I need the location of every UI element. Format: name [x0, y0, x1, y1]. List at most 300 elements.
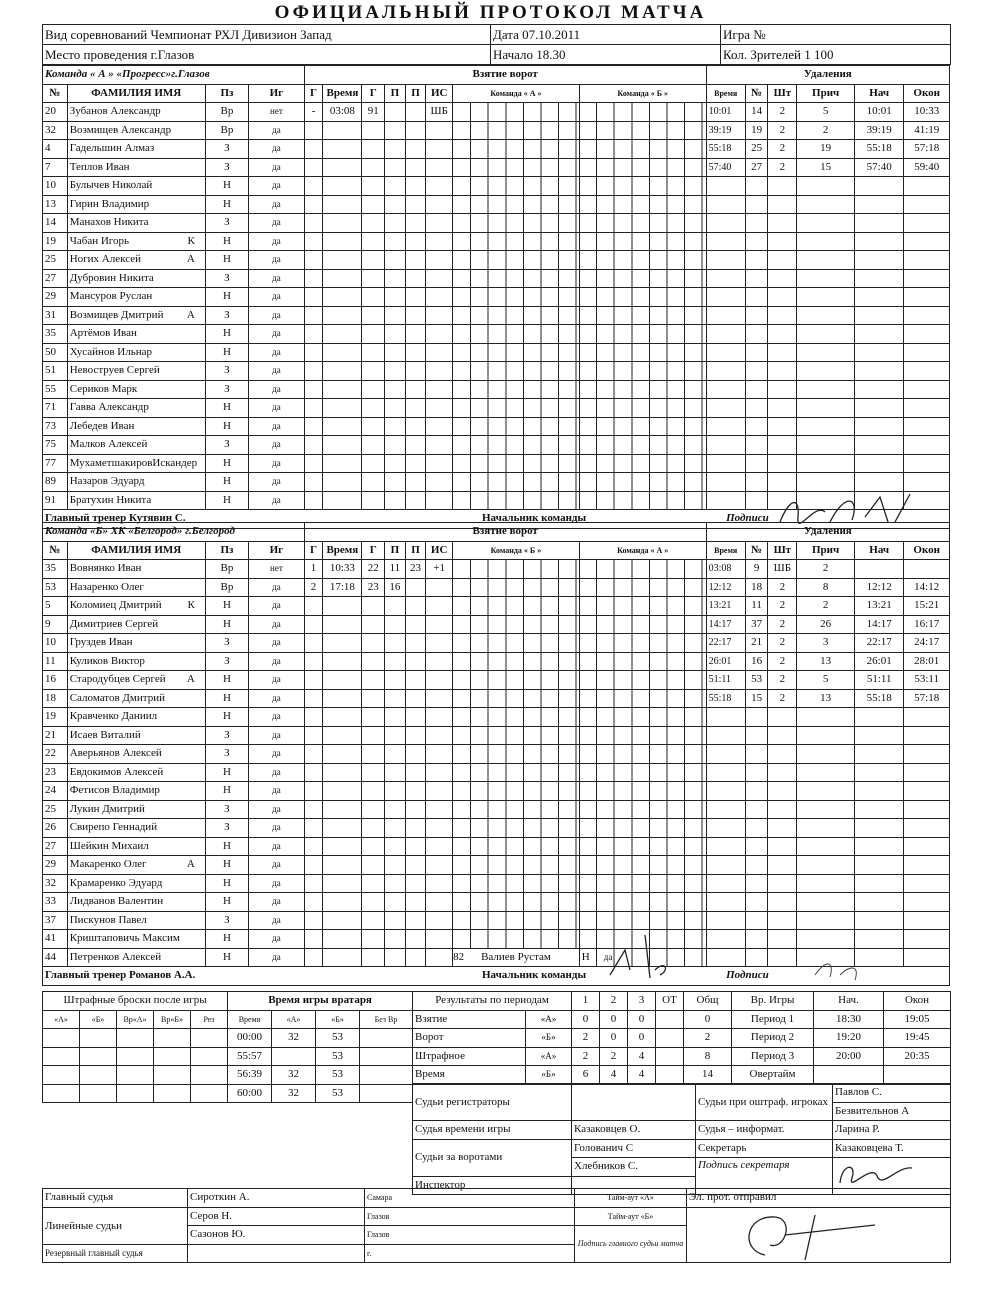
player-name-cell — [67, 597, 205, 616]
timeout-b: Тайм-аут «Б» — [575, 1207, 687, 1226]
goal-number — [304, 819, 323, 838]
goal-scorer — [362, 380, 385, 399]
penalty-minutes: 2 — [768, 597, 797, 616]
team-a-signature — [770, 492, 940, 534]
player-name: Возмищев Александр — [69, 123, 172, 136]
player-name: Гавва Александр — [69, 401, 149, 414]
player-row — [43, 856, 950, 875]
penalty-start — [854, 874, 903, 893]
goal-scorer — [362, 158, 385, 177]
player-played: да — [249, 491, 305, 510]
player-position: Н — [205, 874, 248, 893]
goal-scorer — [362, 911, 385, 930]
penalty-player — [745, 306, 768, 325]
line-cell-opp — [579, 911, 706, 930]
player-name-cell — [67, 911, 205, 930]
header-info-table — [42, 24, 951, 65]
line-cell-opp — [579, 819, 706, 838]
main-judge-city: Самара — [365, 1189, 575, 1208]
team-a-table — [42, 65, 950, 529]
player-number: 32 — [43, 874, 68, 893]
goal-assist-2 — [405, 745, 426, 764]
goal-scorer — [362, 121, 385, 140]
player-name: Зубанов Александр — [69, 105, 161, 118]
penalty-start: 14:17 — [854, 615, 903, 634]
player-row — [43, 399, 950, 418]
player-played: да — [249, 269, 305, 288]
goal-number — [304, 325, 323, 344]
player-role-tag: А — [186, 253, 195, 266]
penalty-minutes — [768, 930, 797, 949]
player-name: Фетисов Владимир — [69, 784, 160, 797]
goal-time — [323, 343, 362, 362]
line-cell-opp — [579, 325, 706, 344]
goal-number — [304, 671, 323, 690]
player-name-cell — [67, 708, 205, 727]
player-position: Н — [205, 671, 248, 690]
goal-scorer — [362, 708, 385, 727]
goal-number — [304, 634, 323, 653]
player-played: да — [249, 158, 305, 177]
penalty-player — [745, 177, 768, 196]
player-number: 33 — [43, 893, 68, 912]
goal-number: 2 — [304, 578, 323, 597]
player-name-cell — [67, 232, 205, 251]
player-number: 51 — [43, 362, 68, 381]
player-name-cell — [67, 491, 205, 510]
line-cell-opp — [579, 417, 706, 436]
team-a-coach: Главный тренер Кутявин С. — [43, 510, 362, 529]
penalty-minutes: 2 — [768, 652, 797, 671]
penalty-reason — [797, 417, 855, 436]
player-row — [43, 454, 950, 473]
goal-assist-1 — [385, 140, 406, 159]
goal-assist-1 — [385, 893, 406, 912]
penalty-time — [706, 269, 745, 288]
goal-assist-1 — [385, 103, 406, 122]
penalty-reason: 13 — [797, 689, 855, 708]
penalty-start — [854, 893, 903, 912]
penalty-start — [854, 782, 903, 801]
player-number: 27 — [43, 269, 68, 288]
goal-situation — [426, 158, 453, 177]
penalty-minutes: 2 — [768, 671, 797, 690]
goal-time — [323, 362, 362, 381]
penalty-end — [904, 911, 950, 930]
period-value: 2 — [684, 1029, 732, 1048]
competition: Вид соревнований Чемпионат РХЛ Дивизион Запад — [43, 25, 491, 45]
penalty-player — [745, 874, 768, 893]
player-number: 21 — [43, 726, 68, 745]
player-name: Гадельшин Алмаз — [69, 142, 155, 155]
penalty-minutes: 2 — [768, 121, 797, 140]
penalty-player — [745, 399, 768, 418]
goalie-time: 00:00 — [228, 1029, 272, 1048]
player-position: Н — [205, 232, 248, 251]
goal-scorer — [362, 819, 385, 838]
goal-assist-1 — [385, 269, 406, 288]
line-cell-opp — [579, 597, 706, 616]
goal-time — [323, 745, 362, 764]
player-number: 10 — [43, 634, 68, 653]
goal-number — [304, 708, 323, 727]
player-name-cell — [67, 269, 205, 288]
player-position: Н — [205, 597, 248, 616]
goalie-col-b: «Б» — [316, 1010, 360, 1029]
goal-assist-2: 23 — [405, 560, 426, 579]
penalty-start — [854, 911, 903, 930]
line-cell-opp — [579, 708, 706, 727]
player-name-cell — [67, 473, 205, 492]
penalty-time — [706, 232, 745, 251]
goal-number — [304, 763, 323, 782]
player-name-cell — [67, 343, 205, 362]
penalty-end: 24:17 — [904, 634, 950, 653]
goal-scorer — [362, 652, 385, 671]
period-row-team: «А» — [526, 1010, 572, 1029]
penalty-reason — [797, 362, 855, 381]
player-played: да — [249, 417, 305, 436]
line-cell-own — [453, 177, 580, 196]
penalty-reason — [797, 195, 855, 214]
penalty-end — [904, 726, 950, 745]
goal-assist-1 — [385, 251, 406, 270]
goal-time — [323, 930, 362, 949]
goal-situation — [426, 177, 453, 196]
player-row — [43, 708, 950, 727]
goal-situation — [426, 436, 453, 455]
penalty-player — [745, 745, 768, 764]
goal-number — [304, 362, 323, 381]
goalie-row — [43, 1029, 413, 1048]
player-played: да — [249, 121, 305, 140]
goalie-b: 53 — [316, 1084, 360, 1103]
player-played: да — [249, 578, 305, 597]
goal-scorer — [362, 671, 385, 690]
player-played: да — [249, 948, 305, 967]
team-b-rows — [43, 560, 950, 967]
player-name: Шейкин Михаил — [69, 839, 149, 852]
player-name: Петренков Алексей — [69, 950, 162, 963]
period-end — [884, 1066, 951, 1085]
penalty-time — [706, 745, 745, 764]
penalty-end — [904, 214, 950, 233]
penalty-end: 59:40 — [904, 158, 950, 177]
penalty-reason: 5 — [797, 671, 855, 690]
penalty-time — [706, 930, 745, 949]
player-name: Манахов Никита — [69, 216, 149, 229]
shootout-cell — [191, 1029, 228, 1048]
col-pen-start: Нач — [854, 84, 903, 103]
goal-assist-1 — [385, 745, 406, 764]
player-position: З — [205, 158, 248, 177]
goal-number — [304, 689, 323, 708]
goal-time — [323, 874, 362, 893]
penalty-minutes — [768, 399, 797, 418]
player-name: Чабан Игорь — [69, 234, 130, 247]
player-number: 25 — [43, 251, 68, 270]
penalty-reason: 26 — [797, 615, 855, 634]
goal-assist-2 — [405, 800, 426, 819]
line-cell-opp — [579, 473, 706, 492]
player-role-tag: К — [187, 234, 195, 247]
goal-number — [304, 140, 323, 159]
goal-situation — [426, 800, 453, 819]
goal-assist-2 — [405, 195, 426, 214]
goal-situation — [426, 615, 453, 634]
period-end: 19:45 — [884, 1029, 951, 1048]
goal-number — [304, 269, 323, 288]
penalty-minutes — [768, 893, 797, 912]
line-judge-1: Серов Н. — [188, 1207, 365, 1226]
player-name-cell — [67, 578, 205, 597]
penalty-start — [854, 454, 903, 473]
penalty-end — [904, 930, 950, 949]
goal-number — [304, 306, 323, 325]
goal-assist-2 — [405, 417, 426, 436]
period-start — [814, 1066, 884, 1085]
player-role-tag: К — [187, 599, 195, 612]
goal-time — [323, 819, 362, 838]
player-played: да — [249, 652, 305, 671]
line-cell-own — [453, 689, 580, 708]
line-cell-opp — [579, 103, 706, 122]
penalty-reason — [797, 325, 855, 344]
shootout-col-a: «А» — [43, 1010, 80, 1029]
goal-time: 03:08 — [323, 103, 362, 122]
goal-scorer — [362, 325, 385, 344]
player-name-cell — [67, 177, 205, 196]
player-position: Н — [205, 837, 248, 856]
player-row — [43, 652, 950, 671]
penalty-minutes — [768, 473, 797, 492]
player-row — [43, 930, 950, 949]
penalty-start — [854, 362, 903, 381]
penalty-minutes — [768, 417, 797, 436]
line-cell-opp — [579, 306, 706, 325]
player-row — [43, 893, 950, 912]
penalty-time — [706, 726, 745, 745]
penalty-minutes — [768, 232, 797, 251]
goalie-empty-net — [360, 1066, 413, 1085]
penalty-reason — [797, 782, 855, 801]
goal-assist-2 — [405, 251, 426, 270]
period-start: 20:00 — [814, 1047, 884, 1066]
penalty-reason — [797, 708, 855, 727]
penalty-minutes: 2 — [768, 634, 797, 653]
penalty-start — [854, 856, 903, 875]
goal-situation — [426, 634, 453, 653]
player-name-cell — [67, 140, 205, 159]
penalty-end: 16:17 — [904, 615, 950, 634]
sent-by: Эл. прот. отправил — [687, 1189, 951, 1208]
player-number: 32 — [43, 121, 68, 140]
player-position: Н — [205, 417, 248, 436]
penalty-player: 21 — [745, 634, 768, 653]
line-cell-own — [453, 399, 580, 418]
period-value — [656, 1066, 684, 1085]
penalty-time — [706, 837, 745, 856]
penalty-player — [745, 454, 768, 473]
player-name: Малков Алексей — [69, 438, 148, 451]
player-name: Саломатов Дмитрий — [69, 691, 165, 704]
player-name-cell — [67, 874, 205, 893]
penalty-start — [854, 306, 903, 325]
line-cell-own — [453, 615, 580, 634]
player-name-cell — [67, 251, 205, 270]
col-pen-time: Время — [706, 541, 745, 560]
goal-situation — [426, 930, 453, 949]
goal-assist-1 — [385, 436, 406, 455]
player-name: Мансуров Руслан — [69, 290, 153, 303]
player-position: Н — [205, 948, 248, 967]
player-name: Криштаповичь Максим — [69, 932, 180, 945]
penalty-start: 26:01 — [854, 652, 903, 671]
goal-number — [304, 232, 323, 251]
player-role-tag: А — [186, 308, 195, 321]
penalty-end — [904, 362, 950, 381]
player-number: 29 — [43, 856, 68, 875]
line-cell-opp — [579, 671, 706, 690]
goal-assist-2 — [405, 837, 426, 856]
player-number: 35 — [43, 325, 68, 344]
line-cell-own — [453, 325, 580, 344]
penalty-time — [706, 800, 745, 819]
penalty-reason — [797, 399, 855, 418]
goal-number — [304, 195, 323, 214]
line-cell-own — [453, 856, 580, 875]
penalty-player — [745, 436, 768, 455]
line-cell-opp — [579, 362, 706, 381]
penalty-reason — [797, 214, 855, 233]
goal-time — [323, 856, 362, 875]
goal-time — [323, 380, 362, 399]
goal-scorer — [362, 343, 385, 362]
penalty-player — [745, 417, 768, 436]
col-pen-reason: Прич — [797, 541, 855, 560]
goal-situation — [426, 745, 453, 764]
penalty-minutes: 2 — [768, 158, 797, 177]
player-played: да — [249, 251, 305, 270]
penalty-reason: 8 — [797, 578, 855, 597]
penalty-reason: 2 — [797, 560, 855, 579]
penalty-start: 12:12 — [854, 578, 903, 597]
time-col-game: Вр. Игры — [732, 992, 814, 1011]
penalty-start — [854, 763, 903, 782]
penalty-player: 15 — [745, 689, 768, 708]
player-position: З — [205, 652, 248, 671]
penalty-start — [854, 177, 903, 196]
player-row — [43, 140, 950, 159]
goal-time — [323, 121, 362, 140]
penalty-start — [854, 560, 903, 579]
goal-assist-2 — [405, 473, 426, 492]
player-row — [43, 837, 950, 856]
goal-scorer — [362, 726, 385, 745]
player-row — [43, 269, 950, 288]
player-row — [43, 436, 950, 455]
goal-number: 1 — [304, 560, 323, 579]
player-name-cell — [67, 325, 205, 344]
player-played: да — [249, 634, 305, 653]
goal-assist-1 — [385, 671, 406, 690]
player-row — [43, 380, 950, 399]
penalty-time — [706, 325, 745, 344]
period-value: 0 — [628, 1029, 656, 1048]
penalty-player: 14 — [745, 103, 768, 122]
goal-scorer — [362, 800, 385, 819]
player-name-cell — [67, 214, 205, 233]
spectators: Кол. Зрителей 1 100 — [721, 45, 951, 65]
penalty-start — [854, 325, 903, 344]
period-value: 2 — [572, 1029, 600, 1048]
player-name-cell — [67, 399, 205, 418]
penalty-player — [745, 819, 768, 838]
player-row — [43, 343, 950, 362]
penalty-minutes — [768, 819, 797, 838]
player-played: да — [249, 689, 305, 708]
period-value: 4 — [628, 1047, 656, 1066]
player-position: З — [205, 634, 248, 653]
line-cell-own — [453, 874, 580, 893]
player-name: Дубровин Никита — [69, 271, 154, 284]
period-name: Период 2 — [732, 1029, 814, 1048]
penalty-start — [854, 800, 903, 819]
line-cell-opp — [579, 689, 706, 708]
col-name: ФАМИЛИЯ ИМЯ — [67, 541, 205, 560]
time-judge-label: Судья времени игры — [413, 1121, 572, 1140]
penalty-start — [854, 708, 903, 727]
shootout-cell — [154, 1047, 191, 1066]
penalty-end — [904, 343, 950, 362]
col-team-a-line: Команда « А » — [453, 84, 580, 103]
period-end: 20:35 — [884, 1047, 951, 1066]
player-position: Н — [205, 689, 248, 708]
player-row — [43, 560, 950, 579]
penalty-minutes — [768, 745, 797, 764]
penalty-end: 41:19 — [904, 121, 950, 140]
player-row — [43, 121, 950, 140]
penalty-judge-2: Безвительнов А — [833, 1102, 951, 1121]
player-number: 91 — [43, 491, 68, 510]
penalty-reason: 2 — [797, 597, 855, 616]
shootout-cell — [80, 1066, 117, 1085]
player-number: 50 — [43, 343, 68, 362]
line-cell-own — [453, 140, 580, 159]
player-position: З — [205, 911, 248, 930]
shootout-cell — [154, 1029, 191, 1048]
penalty-minutes — [768, 948, 797, 967]
penalty-start — [854, 232, 903, 251]
penalty-end — [904, 782, 950, 801]
team-b-coach: Главный тренер Романов А.А. — [43, 967, 362, 986]
secretary-name: Казаковцева Т. — [833, 1139, 951, 1158]
penalty-player: 11 — [745, 597, 768, 616]
penalty-minutes — [768, 362, 797, 381]
line-cell-own — [453, 232, 580, 251]
col-assist2: П — [405, 541, 426, 560]
period-row-label: Время — [413, 1066, 526, 1085]
penalty-reason: 13 — [797, 652, 855, 671]
goal-number — [304, 930, 323, 949]
period-value: 14 — [684, 1066, 732, 1085]
penalty-time — [706, 399, 745, 418]
goalie-time: 55:57 — [228, 1047, 272, 1066]
goal-assist-2 — [405, 930, 426, 949]
penalty-time — [706, 782, 745, 801]
shootout-cell — [80, 1084, 117, 1103]
penalty-start — [854, 745, 903, 764]
